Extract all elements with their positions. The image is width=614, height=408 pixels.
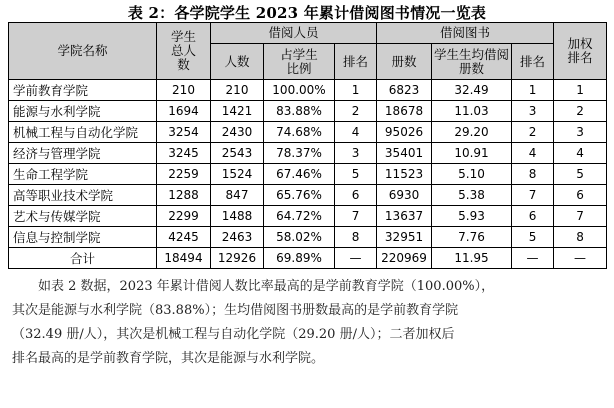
table-row [9,80,607,101]
header-total-students [157,23,211,80]
table-row [9,185,607,206]
cell-books-rank: 6 [512,206,554,227]
cell-books-per-student: 10.91 [432,143,512,164]
cell-borrowers-count: 210 [211,80,264,101]
cell-books-per-student: 5.10 [432,164,512,185]
cell-weighted-rank: 5 [554,164,607,185]
cell-weighted-rank: 8 [554,227,607,248]
cell-borrowers-ratio: 65.76% [264,185,335,206]
cell-borrowers-rank: 6 [335,185,377,206]
summary-line-4: 排名最高的是学前教育学院，其次是能源与水利学院。 [12,351,325,366]
cell-books-rank: 7 [512,185,554,206]
cell-books-per-student: 29.20 [432,122,512,143]
cell-total-label: 合计 [9,248,157,269]
cell-borrowers-ratio: 69.89% [264,248,335,269]
cell-total-students: 3245 [157,143,211,164]
header-weighted-rank-text: 加权排名 [567,36,593,65]
header-borrowers-ratio [264,44,335,80]
cell-college-name: 学前教育学院 [9,80,157,101]
cell-total-students: 4245 [157,227,211,248]
header-borrowers-group: 借阅人员 [211,23,377,44]
cell-college-name: 机械工程与自动化学院 [9,122,157,143]
cell-books-count: 6930 [377,185,432,206]
cell-borrowers-rank: 8 [335,227,377,248]
header-books-group: 借阅图书 [377,23,554,44]
cell-weighted-rank: 7 [554,206,607,227]
summary-line-3: （32.49 册/人），其次是机械工程与自动化学院（29.20 册/人）；二者加权后 [12,327,455,342]
cell-borrowers-count: 2430 [211,122,264,143]
cell-borrowers-rank: 3 [335,143,377,164]
summary-line-2: 其次是能源与水利学院（83.88%）；生均借阅图书册数最高的是学前教育学院 [12,303,459,318]
cell-weighted-rank: 4 [554,143,607,164]
cell-borrowers-rank: 2 [335,101,377,122]
total-row [9,248,607,269]
header-books-count: 册数 [377,44,432,80]
summary-paragraph [8,275,606,371]
cell-borrowers-ratio: 67.46% [264,164,335,185]
cell-books-count: 6823 [377,80,432,101]
cell-borrowers-rank: 7 [335,206,377,227]
cell-books-count: 35401 [377,143,432,164]
cell-books-rank: 2 [512,122,554,143]
cell-total-students: 3254 [157,122,211,143]
cell-borrowers-rank: — [335,248,377,269]
cell-books-per-student: 32.49 [432,80,512,101]
cell-college-name: 信息与控制学院 [9,227,157,248]
cell-weighted-rank: 2 [554,101,607,122]
cell-books-count: 18678 [377,101,432,122]
cell-total-students: 2299 [157,206,211,227]
cell-borrowers-count: 1488 [211,206,264,227]
cell-borrowers-ratio: 74.68% [264,122,335,143]
cell-borrowers-rank: 5 [335,164,377,185]
cell-books-rank: 5 [512,227,554,248]
cell-books-count: 95026 [377,122,432,143]
cell-borrowers-count: 1524 [211,164,264,185]
table-row [9,101,607,122]
cell-books-rank: 3 [512,101,554,122]
cell-total-students: 1288 [157,185,211,206]
cell-borrowers-count: 12926 [211,248,264,269]
cell-borrowers-count: 2463 [211,227,264,248]
cell-total-students: 18494 [157,248,211,269]
cell-borrowers-rank: 4 [335,122,377,143]
header-books-per-student-text: 学生生均借阅册数 [434,46,510,76]
cell-borrowers-count: 1421 [211,101,264,122]
header-books-per-student [432,44,512,80]
cell-total-students: 2259 [157,164,211,185]
cell-college-name: 高等职业技术学院 [9,185,157,206]
cell-college-name: 能源与水利学院 [9,101,157,122]
cell-books-rank: 4 [512,143,554,164]
cell-books-rank: 8 [512,164,554,185]
cell-borrowers-ratio: 78.37% [264,143,335,164]
cell-books-count: 220969 [377,248,432,269]
cell-books-rank: — [512,248,554,269]
table-row [9,206,607,227]
cell-weighted-rank: — [554,248,607,269]
cell-weighted-rank: 6 [554,185,607,206]
cell-books-rank: 1 [512,80,554,101]
cell-borrowers-ratio: 100.00% [264,80,335,101]
header-books-rank: 排名 [512,44,554,80]
header-weighted-rank [554,23,607,80]
cell-college-name: 生命工程学院 [9,164,157,185]
cell-borrowers-ratio: 58.02% [264,227,335,248]
cell-books-per-student: 5.38 [432,185,512,206]
table-title: 表 2：各学院学生 2023 年累计借阅图书情况一览表 [127,4,487,22]
cell-books-count: 11523 [377,164,432,185]
header-borrowers-count: 人数 [211,44,264,80]
table-row [9,143,607,164]
cell-total-students: 210 [157,80,211,101]
header-college-name: 学院名称 [9,23,157,80]
cell-borrowers-rank: 1 [335,80,377,101]
cell-books-per-student: 5.93 [432,206,512,227]
cell-college-name: 经济与管理学院 [9,143,157,164]
cell-books-count: 32951 [377,227,432,248]
cell-books-per-student: 7.76 [432,227,512,248]
header-borrowers-rank: 排名 [335,44,377,80]
cell-total-students: 1694 [157,101,211,122]
cell-weighted-rank: 1 [554,80,607,101]
table-row [9,227,607,248]
borrowing-stats-table [8,22,607,269]
header-total-students-text: 学生总人数 [170,29,196,72]
cell-weighted-rank: 3 [554,122,607,143]
header-borrowers-ratio-text: 占学生比例 [280,46,318,76]
table-row [9,164,607,185]
cell-borrowers-count: 2543 [211,143,264,164]
table-row [9,122,607,143]
header-row-top [9,23,607,44]
cell-college-name: 艺术与传媒学院 [9,206,157,227]
cell-books-count: 13637 [377,206,432,227]
cell-books-per-student: 11.03 [432,101,512,122]
cell-books-per-student: 11.95 [432,248,512,269]
summary-line-1: 如表 2 数据，2023 年累计借阅人数比率最高的是学前教育学院（100.00%）， [38,279,495,294]
cell-borrowers-ratio: 83.88% [264,101,335,122]
cell-borrowers-ratio: 64.72% [264,206,335,227]
cell-borrowers-count: 847 [211,185,264,206]
